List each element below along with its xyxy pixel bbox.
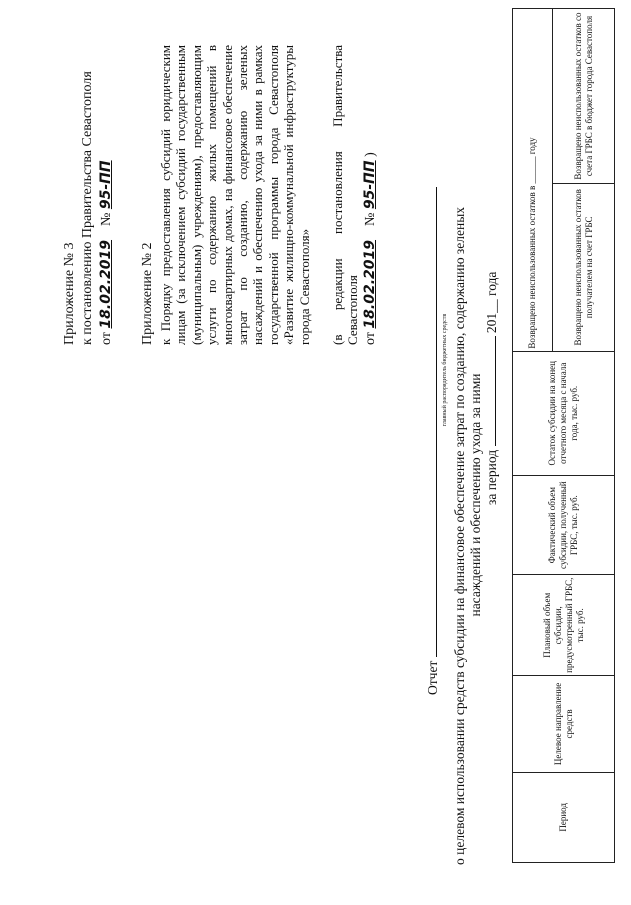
appendix2-body: к Порядку предоставления субсидий юридическим лицам (за исключением субсидий государственным (муниципальным) учреждениям), предоставляющим услуги по содержанию жилых помещений в многоквартирных домах, на финансовое обеспечение затрат по созданию, содержанию зеленых насаждений и обеспечению ухода за ними в рамках государственной программы города Севастополя «Развитие жилищно-коммунальной инфраструктуры города Севастополя» <box>158 45 312 345</box>
appendix2-title: Приложение № 2 <box>140 242 155 345</box>
col-actual: Фактический объем субсидии, полученный ГРБС, тыс. руб. <box>513 475 615 574</box>
appendix3-number-prefix: № <box>99 212 114 226</box>
grbs-caption: главный распорядитель бюджетных средств <box>442 313 448 427</box>
report-heading: Отчет <box>425 660 440 695</box>
grbs-blank-line <box>436 187 437 657</box>
report-title-line2: насаждений и обеспечению ухода за ними <box>468 373 483 617</box>
appendix3-subtitle: к постановлению Правительства Севастополя <box>80 71 95 345</box>
appendix3-date-line <box>98 160 115 345</box>
appendix3-date-prefix: от <box>99 332 114 345</box>
col-period: Период <box>513 772 615 862</box>
appendix3-number-signature: 95-ПП <box>98 160 114 210</box>
appendix3-date-signature: 18.02.2019 <box>98 239 114 329</box>
report-period-year: 201__ года <box>484 271 499 334</box>
appendix2-number-prefix: № <box>363 212 378 226</box>
appendix2-number-signature: 95-ПП <box>362 160 378 210</box>
appendix2-edition: (в редакции постановления Правительства Севастополя <box>330 45 361 345</box>
appendix2-date-prefix: от <box>363 332 378 345</box>
col-balance: Остаток субсидии на конец отчетного месяца с начала года, тыс. руб. <box>513 351 615 475</box>
appendix2-close-paren: ) <box>363 152 378 157</box>
report-title-line1: о целевом использовании средств субсидии на финансовое обеспечение затрат по созданию, содержанию зеленых <box>452 206 467 865</box>
appendix2-date-signature: 18.02.2019 <box>362 239 378 329</box>
col-purpose: Целевое направление средств <box>513 676 615 772</box>
col-returned-budget: Возвращено неиспользованных остатков со счета ГРБС в бюджет города Севастополя <box>553 9 615 184</box>
col-returned-group: Возвращено неиспользованных остатков в ______ году <box>513 9 553 352</box>
appendix2-date-line <box>362 152 379 345</box>
appendix3-title: Приложение № 3 <box>62 242 77 345</box>
col-returned-recipient: Возвращено неиспользованных остатков получателем на счет ГРБС <box>553 184 615 352</box>
report-table <box>512 8 615 863</box>
col-planned: Плановый объем субсидии, предусмотренный ГРБС, тыс. руб. <box>513 575 615 676</box>
report-period-prefix: за период <box>484 449 499 505</box>
report-period-line <box>484 272 500 505</box>
period-blank-line <box>495 337 496 447</box>
report-heading-line <box>425 135 441 695</box>
